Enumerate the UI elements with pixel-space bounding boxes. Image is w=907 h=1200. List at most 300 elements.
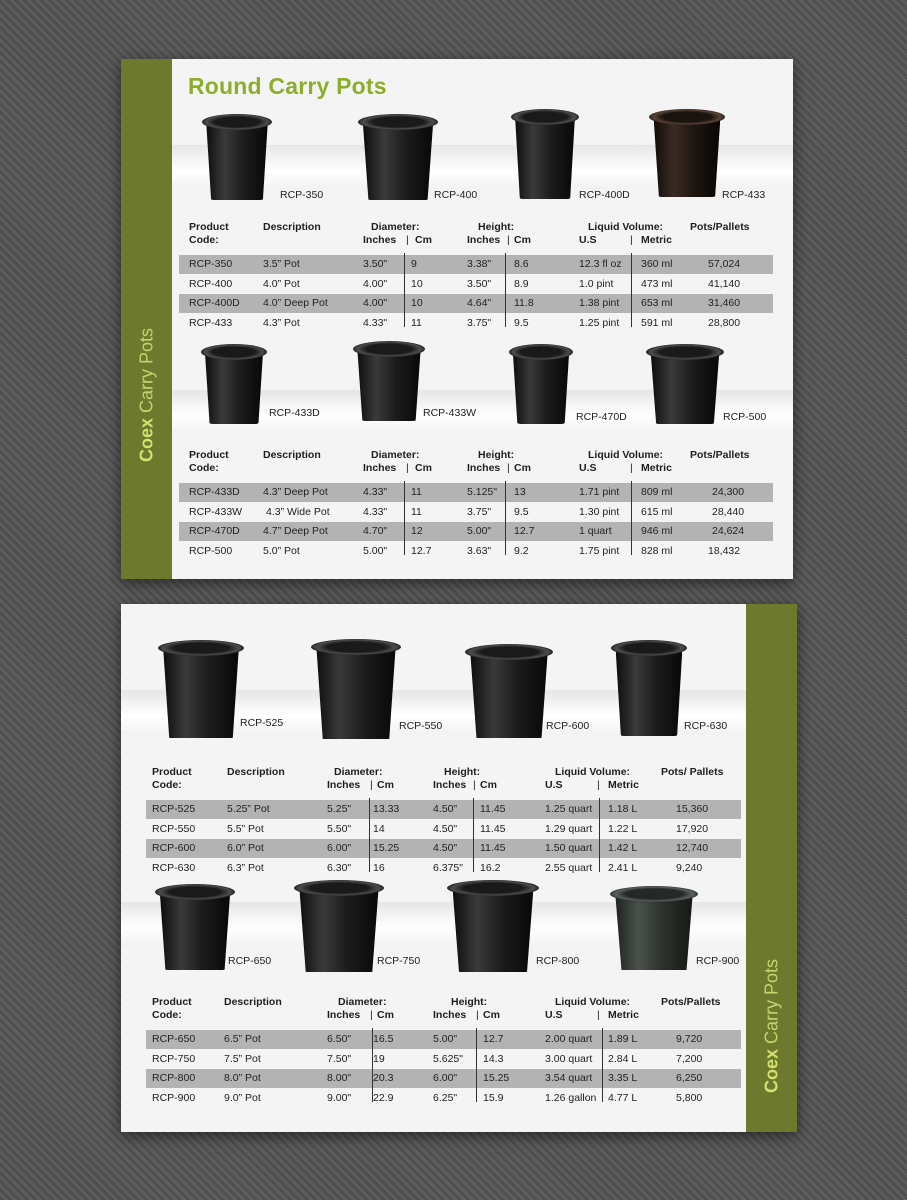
column-header-diameter: Diameter: (371, 449, 420, 461)
volume-us: 1.29 quart (545, 822, 593, 835)
description: 5.0” Pot (263, 544, 300, 557)
column-header-pallets-a: Pots/Pallets (690, 221, 750, 233)
diameter-cm: 16.5 (373, 1033, 394, 1045)
volume-us: 1.71 pint (579, 486, 620, 498)
height-inches: 4.64" (467, 297, 492, 309)
column-header-liquid: Liquid Volume: (555, 996, 631, 1008)
height-cm: 13 (514, 486, 526, 498)
height-cm: 15.25 (483, 1072, 510, 1084)
volume-metric: 946 ml (641, 525, 673, 537)
table-row (179, 294, 773, 313)
height-inches: 5.00" (433, 1033, 458, 1045)
height-cm: 11.8 (514, 297, 534, 309)
volume-us: 1.26 gallon (545, 1091, 597, 1104)
pot-rim (358, 114, 438, 130)
column-header-product: Product (152, 996, 192, 1008)
diameter-inches: 6.00" (327, 842, 352, 854)
diameter-cm: 11 (411, 316, 422, 329)
pot-image (155, 884, 235, 970)
height-cm: 11.45 (480, 803, 506, 815)
column-header-inches: Inches (467, 234, 501, 246)
table-row (146, 820, 741, 839)
pot-code-label: RCP-400D (579, 189, 630, 201)
diameter-inches: 6.30" (327, 861, 352, 874)
table-row (179, 503, 773, 522)
description: 4.0” Pot (263, 277, 300, 290)
column-header-us: U.S (579, 234, 597, 246)
table-row (179, 522, 773, 541)
diameter-cm: 12.7 (411, 544, 432, 557)
volume-us: 1.25 quart (545, 803, 593, 815)
pots-per-pallet: 9,240 (676, 861, 703, 874)
page-title: Round Carry Pots (188, 73, 387, 99)
volume-us: 1.30 pint (579, 505, 620, 518)
volume-us: 1.25 pint (579, 316, 620, 329)
pot-code-label: RCP-800 (536, 955, 580, 967)
diameter-inches: 6.50" (327, 1033, 352, 1045)
table-row (146, 1050, 741, 1069)
header-separator: | (597, 779, 600, 791)
pot-rim (294, 880, 384, 896)
height-inches: 5.625" (433, 1052, 464, 1065)
description: 9.0” Pot (224, 1091, 261, 1104)
pots-per-pallet: 5,800 (676, 1091, 703, 1104)
pot-rim (610, 886, 698, 902)
diameter-inches: 4.00" (363, 297, 388, 309)
column-header-height: Height: (478, 449, 515, 461)
column-header-description: Description (263, 221, 321, 233)
volume-us: 2.55 quart (545, 861, 593, 874)
pot-body (513, 352, 569, 424)
header-separator: | (406, 234, 409, 246)
pot-image (202, 114, 272, 200)
diameter-inches: 4.33" (363, 316, 388, 329)
catalog-page-top (121, 59, 793, 579)
volume-metric: 809 ml (641, 486, 673, 498)
column-header-cm: Cm (377, 1009, 394, 1021)
column-header-us: U.S (545, 1009, 563, 1021)
height-inches: 5.125" (467, 486, 498, 498)
column-divider (476, 1028, 477, 1102)
pot-code-label: RCP-600 (546, 720, 590, 732)
pot-body (206, 122, 268, 200)
column-header-us: U.S (579, 462, 597, 474)
pot-body (357, 349, 420, 421)
height-cm: 11.45 (480, 842, 506, 854)
column-header-cm: Cm (483, 1009, 500, 1021)
table-row (179, 275, 773, 294)
pot-code-label: RCP-433 (722, 189, 766, 201)
volume-us: 1.50 quart (545, 842, 593, 854)
volume-metric: 1.42 L (608, 842, 638, 854)
height-cm: 9.5 (514, 505, 529, 518)
height-inches: 4.50" (433, 842, 458, 854)
diameter-inches: 7.50" (327, 1052, 352, 1065)
pot-rim (465, 644, 553, 660)
pot-rim (649, 109, 725, 125)
table-row (146, 839, 741, 858)
header-separator: | (370, 1009, 373, 1021)
diameter-cm: 10 (411, 297, 423, 309)
pots-per-pallet: 17,920 (676, 822, 709, 835)
column-divider (369, 798, 370, 872)
column-header-metric: Metric (608, 779, 639, 791)
pot-code-label: RCP-500 (723, 411, 767, 423)
height-inches: 5.00" (467, 525, 492, 537)
pot-body (160, 892, 230, 970)
table-row (146, 859, 741, 878)
pots-per-pallet: 24,300 (712, 486, 745, 498)
pots-per-pallet: 7,200 (676, 1052, 703, 1065)
column-header-height: Height: (478, 221, 515, 233)
pot-body (515, 117, 575, 199)
column-header-cm: Cm (514, 234, 531, 246)
product-code: RCP-900 (152, 1091, 196, 1104)
product-code: RCP-800 (152, 1072, 196, 1084)
volume-us: 12.3 fl oz (579, 258, 622, 270)
header-separator: | (370, 779, 373, 791)
diameter-cm: 9 (411, 258, 417, 270)
column-header-metric: Metric (641, 462, 672, 474)
volume-metric: 2.84 L (608, 1052, 638, 1065)
volume-metric: 1.18 L (608, 803, 638, 815)
diameter-inches: 4.33" (363, 505, 388, 518)
pot-body (363, 122, 433, 200)
pot-image (465, 644, 553, 738)
column-header-description: Description (224, 996, 282, 1008)
volume-us: 3.54 quart (545, 1072, 593, 1084)
height-inches: 6.25" (433, 1091, 458, 1104)
column-header-pallets-b: Pots/ Pallets (661, 766, 724, 778)
side-band (121, 59, 172, 579)
height-cm: 8.6 (514, 258, 529, 270)
table-row (146, 1089, 741, 1108)
column-header-liquid: Liquid Volume: (555, 766, 631, 778)
pots-per-pallet: 9,720 (676, 1033, 703, 1045)
pot-code-label: RCP-525 (240, 717, 284, 729)
pot-rim (311, 639, 401, 655)
volume-us: 1.75 pint (579, 544, 620, 557)
diameter-cm: 12 (411, 525, 423, 537)
column-header-diameter: Diameter: (338, 996, 387, 1008)
column-header-inches: Inches (327, 1009, 361, 1021)
pot-body (615, 894, 692, 970)
description: 7.5” Pot (224, 1052, 261, 1065)
column-header-inches: Inches (363, 234, 397, 246)
description: 5.25” Pot (227, 803, 270, 815)
description: 4.3” Deep Pot (263, 486, 328, 498)
table-row (146, 800, 741, 819)
product-code: RCP-433 (189, 316, 233, 329)
height-cm: 12.7 (514, 525, 535, 537)
table-row (146, 1030, 741, 1049)
pot-code-label: RCP-750 (377, 955, 421, 967)
pot-rim (201, 344, 267, 360)
column-header-inches: Inches (433, 1009, 467, 1021)
diameter-cm: 13.33 (373, 803, 400, 815)
column-divider (404, 253, 405, 327)
pot-rim (447, 880, 539, 896)
pot-image (611, 640, 687, 736)
pots-per-pallet: 15,360 (676, 803, 709, 815)
diameter-inches: 5.50" (327, 822, 352, 835)
height-inches: 6.375" (433, 861, 464, 874)
volume-metric: 4.77 L (608, 1091, 638, 1104)
column-header-inches: Inches (363, 462, 397, 474)
height-cm: 12.7 (483, 1033, 504, 1045)
description: 4.7” Deep Pot (263, 525, 328, 537)
column-header-cm: Cm (415, 234, 432, 246)
column-header-pallets-a: Pots/Pallets (690, 449, 750, 461)
column-divider (631, 481, 632, 555)
pots-per-pallet: 12,740 (676, 842, 709, 854)
pot-rim (155, 884, 235, 900)
column-header-diameter: Diameter: (371, 221, 420, 233)
header-separator: | (473, 779, 476, 791)
pot-code-label: RCP-400 (434, 189, 478, 201)
volume-metric: 828 ml (641, 544, 673, 557)
pots-per-pallet: 41,140 (708, 277, 741, 290)
volume-metric: 591 ml (641, 316, 673, 329)
description: 4.3” Wide Pot (266, 505, 330, 518)
pots-per-pallet: 6,250 (676, 1072, 703, 1084)
volume-us: 2.00 quart (545, 1033, 593, 1045)
pot-image (358, 114, 438, 200)
table-row (146, 1069, 741, 1088)
column-divider (372, 1028, 373, 1102)
diameter-inches: 5.25" (327, 803, 352, 815)
diameter-cm: 16 (373, 861, 385, 874)
product-code: RCP-650 (152, 1033, 196, 1045)
product-code: RCP-750 (152, 1052, 196, 1065)
diameter-cm: 10 (411, 277, 423, 290)
pot-rim (509, 344, 573, 360)
pot-body (616, 648, 683, 736)
diameter-inches: 3.50" (363, 258, 388, 270)
pot-rim (202, 114, 272, 130)
pots-per-pallet: 57,024 (708, 258, 741, 270)
column-divider (631, 253, 632, 327)
pot-code-label: RCP-470D (576, 411, 627, 423)
column-header-liquid: Liquid Volume: (588, 221, 664, 233)
pot-image (294, 880, 384, 972)
header-separator: | (630, 234, 633, 246)
column-header-code: Code: (152, 779, 182, 791)
column-divider (602, 1028, 603, 1102)
diameter-cm: 19 (373, 1052, 385, 1065)
product-code: RCP-470D (189, 525, 240, 537)
diameter-cm: 20.3 (373, 1072, 394, 1084)
brand-label: Coex Carry Pots (136, 327, 156, 463)
column-header-us: U.S (545, 779, 563, 791)
column-header-code: Code: (189, 462, 219, 474)
diameter-cm: 14 (373, 822, 385, 835)
description: 4.0” Deep Pot (263, 297, 328, 309)
brand-label: Coex Carry Pots (761, 958, 781, 1094)
pot-image (158, 640, 244, 738)
side-band (746, 604, 797, 1132)
diameter-cm: 22.9 (373, 1091, 394, 1104)
height-cm: 9.2 (514, 544, 529, 557)
volume-metric: 615 ml (641, 505, 673, 518)
pot-code-label: RCP-900 (696, 955, 740, 967)
pots-per-pallet: 24,624 (712, 525, 745, 537)
height-cm: 11.45 (480, 822, 506, 835)
description: 6.0” Pot (227, 842, 264, 854)
volume-metric: 360 ml (641, 258, 673, 270)
height-inches: 3.63" (467, 544, 492, 557)
pots-per-pallet: 18,432 (708, 544, 741, 557)
column-divider (505, 481, 506, 555)
header-separator: | (597, 1009, 600, 1021)
column-divider (473, 798, 474, 872)
diameter-inches: 9.00" (327, 1091, 352, 1104)
volume-metric: 3.35 L (608, 1072, 638, 1084)
column-header-cm: Cm (514, 462, 531, 474)
diameter-inches: 8.00" (327, 1072, 352, 1084)
column-header-description: Description (227, 766, 285, 778)
height-cm: 9.5 (514, 316, 529, 329)
height-inches: 3.50" (467, 277, 492, 290)
column-header-metric: Metric (641, 234, 672, 246)
volume-us: 3.00 quart (545, 1052, 593, 1065)
column-header-description: Description (263, 449, 321, 461)
product-code: RCP-350 (189, 258, 233, 270)
column-header-inches: Inches (327, 779, 361, 791)
pot-code-label: RCP-433D (269, 407, 320, 419)
height-cm: 16.2 (480, 861, 501, 874)
description: 6.5” Pot (224, 1033, 261, 1045)
height-inches: 3.75" (467, 505, 492, 518)
diameter-inches: 4.00" (363, 277, 388, 290)
column-divider (599, 798, 600, 872)
pot-body (453, 888, 534, 972)
column-header-height: Height: (444, 766, 481, 778)
column-header-product: Product (189, 221, 229, 233)
volume-us: 1 quart (579, 525, 612, 537)
product-code: RCP-525 (152, 803, 196, 815)
pot-image (509, 344, 573, 424)
pot-code-label: RCP-350 (280, 189, 324, 201)
description: 6.3” Pot (227, 861, 264, 874)
diameter-cm: 11 (411, 486, 422, 498)
column-header-liquid: Liquid Volume: (588, 449, 664, 461)
pot-rim (511, 109, 579, 125)
table-row (179, 255, 773, 274)
pots-per-pallet: 28,440 (712, 505, 745, 518)
column-header-diameter: Diameter: (334, 766, 383, 778)
pot-code-label: RCP-650 (228, 955, 272, 967)
height-cm: 8.9 (514, 277, 529, 290)
pot-code-label: RCP-550 (399, 720, 443, 732)
diameter-inches: 4.33" (363, 486, 388, 498)
pot-image (649, 109, 725, 197)
pot-image (353, 341, 425, 421)
column-header-pallets-a: Pots/Pallets (661, 996, 721, 1008)
column-header-code: Code: (189, 234, 219, 246)
pot-body (205, 352, 263, 424)
height-inches: 6.00" (433, 1072, 458, 1084)
column-header-product: Product (189, 449, 229, 461)
product-code: RCP-550 (152, 822, 196, 835)
height-cm: 15.9 (483, 1091, 504, 1104)
pot-rim (611, 640, 687, 656)
catalog-page-bottom (121, 604, 797, 1132)
diameter-inches: 4.70" (363, 525, 388, 537)
volume-metric: 1.22 L (608, 822, 638, 835)
column-header-cm: Cm (415, 462, 432, 474)
pot-rim (646, 344, 724, 360)
height-inches: 4.50" (433, 803, 458, 815)
product-code: RCP-400 (189, 277, 233, 290)
height-inches: 4.50" (433, 822, 458, 835)
product-code: RCP-433W (189, 505, 243, 518)
product-code: RCP-600 (152, 842, 196, 854)
column-header-metric: Metric (608, 1009, 639, 1021)
column-header-cm: Cm (480, 779, 497, 791)
column-header-inches: Inches (433, 779, 467, 791)
pot-image (646, 344, 724, 424)
volume-us: 1.0 pint (579, 277, 614, 290)
description: 5.5” Pot (227, 822, 264, 835)
pot-rim (158, 640, 244, 656)
column-header-cm: Cm (377, 779, 394, 791)
pot-image (201, 344, 267, 424)
product-code: RCP-433D (189, 486, 240, 498)
table-row (179, 314, 773, 333)
pot-rim (353, 341, 425, 357)
height-inches: 3.38" (467, 258, 492, 270)
volume-metric: 1.89 L (608, 1033, 638, 1045)
header-separator: | (507, 462, 510, 474)
volume-metric: 653 ml (641, 297, 673, 309)
column-header-product: Product (152, 766, 192, 778)
table-row (179, 483, 773, 502)
pot-image (610, 886, 698, 970)
description: 3.5” Pot (263, 258, 300, 270)
column-divider (505, 253, 506, 327)
pot-code-label: RCP-630 (684, 720, 728, 732)
volume-metric: 473 ml (641, 277, 673, 290)
pot-image (447, 880, 539, 972)
product-code: RCP-630 (152, 861, 196, 874)
column-header-code: Code: (152, 1009, 182, 1021)
pot-body (651, 352, 720, 424)
product-code: RCP-500 (189, 544, 233, 557)
pots-per-pallet: 28,800 (708, 316, 741, 329)
pot-code-label: RCP-433W (423, 407, 477, 419)
pot-body (163, 648, 239, 738)
pot-image (311, 639, 401, 739)
pot-body (299, 888, 378, 972)
pots-per-pallet: 31,460 (708, 297, 741, 309)
pot-body (316, 647, 395, 739)
height-inches: 3.75" (467, 316, 492, 329)
volume-us: 1.38 pint (579, 297, 620, 309)
table-row (179, 542, 773, 561)
header-separator: | (476, 1009, 479, 1021)
diameter-cm: 15.25 (373, 842, 400, 854)
column-divider (404, 481, 405, 555)
column-header-inches: Inches (467, 462, 501, 474)
volume-metric: 2.41 L (608, 861, 638, 874)
pot-body (470, 652, 547, 738)
diameter-inches: 5.00" (363, 544, 388, 557)
height-cm: 14.3 (483, 1052, 504, 1065)
diameter-cm: 11 (411, 505, 422, 518)
pot-body (654, 117, 721, 197)
description: 4.3” Pot (263, 316, 300, 329)
